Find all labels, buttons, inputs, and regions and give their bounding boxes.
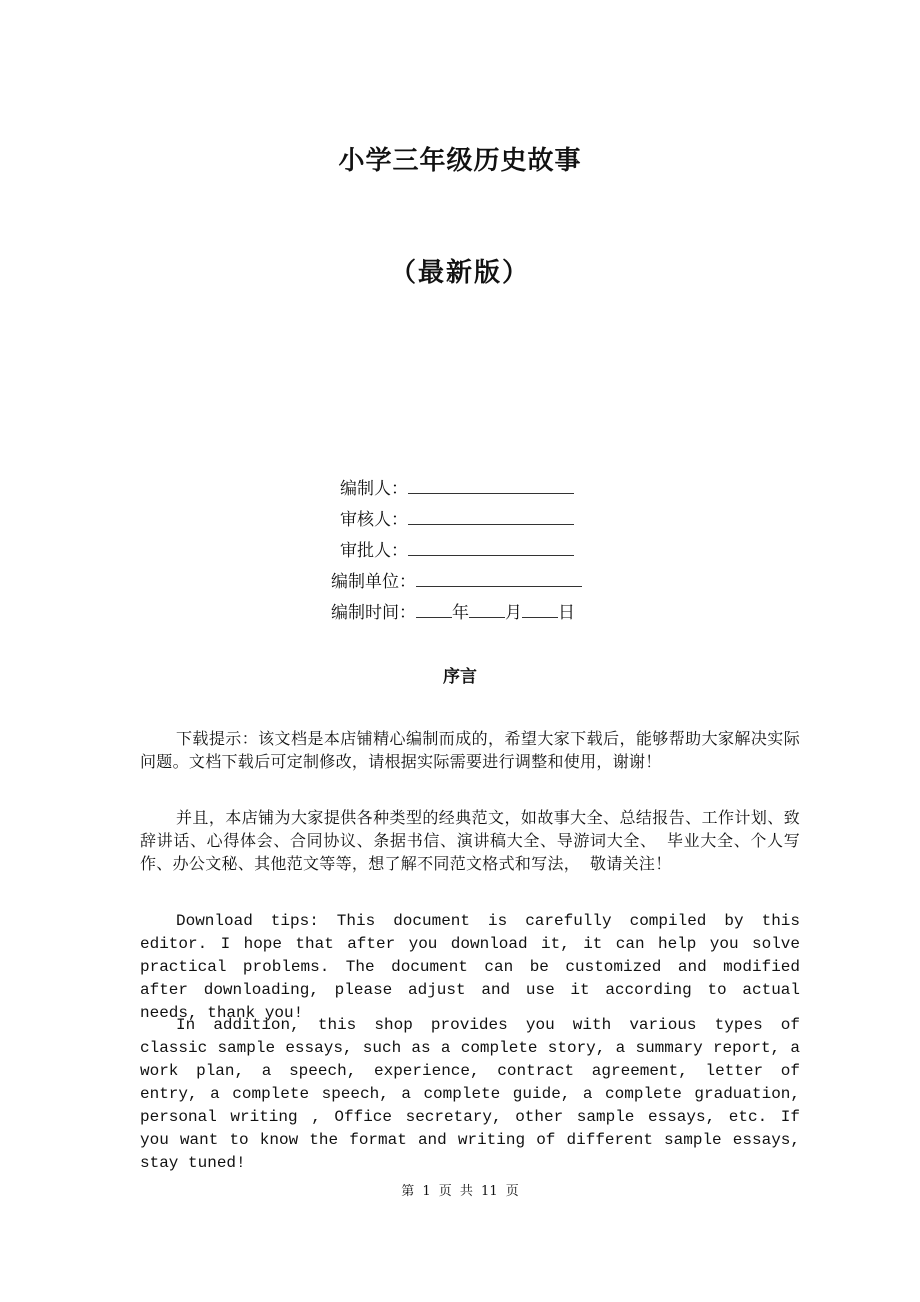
year-label: 年	[452, 603, 469, 623]
compiler-field	[340, 477, 574, 499]
paragraph-download-tips-en: Download tips: This document is carefully compiled by this editor. I hope that after you download it, it can help you solve practical problems. The document can be customized and modified after downloading, please adjust and use it according to actual needs, thank you!	[140, 912, 800, 1022]
unit-blank	[416, 570, 582, 587]
compiler-blank	[408, 477, 574, 494]
day-label: 日	[558, 603, 575, 623]
document-title: 小学三年级历史故事	[338, 146, 582, 176]
approver-label: 审批人：	[340, 541, 408, 561]
approver-field	[340, 539, 574, 561]
month-blank	[469, 601, 505, 618]
document-subtitle: （最新版）	[389, 258, 530, 288]
reviewer-blank	[408, 508, 574, 525]
approver-blank	[408, 539, 574, 556]
paragraph-additional-cn: 并且，本店铺为大家提供各种类型的经典范文，如故事大全、总结报告、工作计划、致辞讲话、心得体会、合同协议、条据书信、演讲稿大全、导游词大全、 毕业大全、个人写作、办公文秘、其他范文等等，想了解不同范文格式和写法， 敬请关注！	[140, 808, 800, 873]
reviewer-label: 审核人：	[340, 510, 408, 530]
paragraph-download-tips-cn: 下载提示：该文档是本店铺精心编制而成的，希望大家下载后，能够帮助大家解决实际问题。文档下载后可定制修改，请根据实际需要进行调整和使用，谢谢！	[140, 729, 800, 771]
month-label: 月	[505, 603, 522, 623]
reviewer-field	[340, 508, 574, 530]
preface-heading: 序言	[443, 667, 477, 687]
unit-field	[331, 570, 582, 592]
year-blank	[416, 601, 452, 618]
time-label: 编制时间：	[331, 603, 416, 623]
unit-label: 编制单位：	[331, 572, 416, 592]
paragraph-additional-en: In addition, this shop provides you with various types of classic sample essays, such as a complete story, a summary report, a work plan, a speech, experience, contract agreement, letter of entry, a complete speech, a complete guide, a complete graduation, personal writing , Office secretary, other sample essays, etc. If you want to know the format and writing of different sample essays, stay tuned!	[140, 1016, 800, 1172]
compiler-label: 编制人：	[340, 479, 408, 499]
day-blank	[522, 601, 558, 618]
page-footer: 第 1 页 共 11 页	[401, 1184, 519, 1199]
time-field	[331, 601, 575, 623]
